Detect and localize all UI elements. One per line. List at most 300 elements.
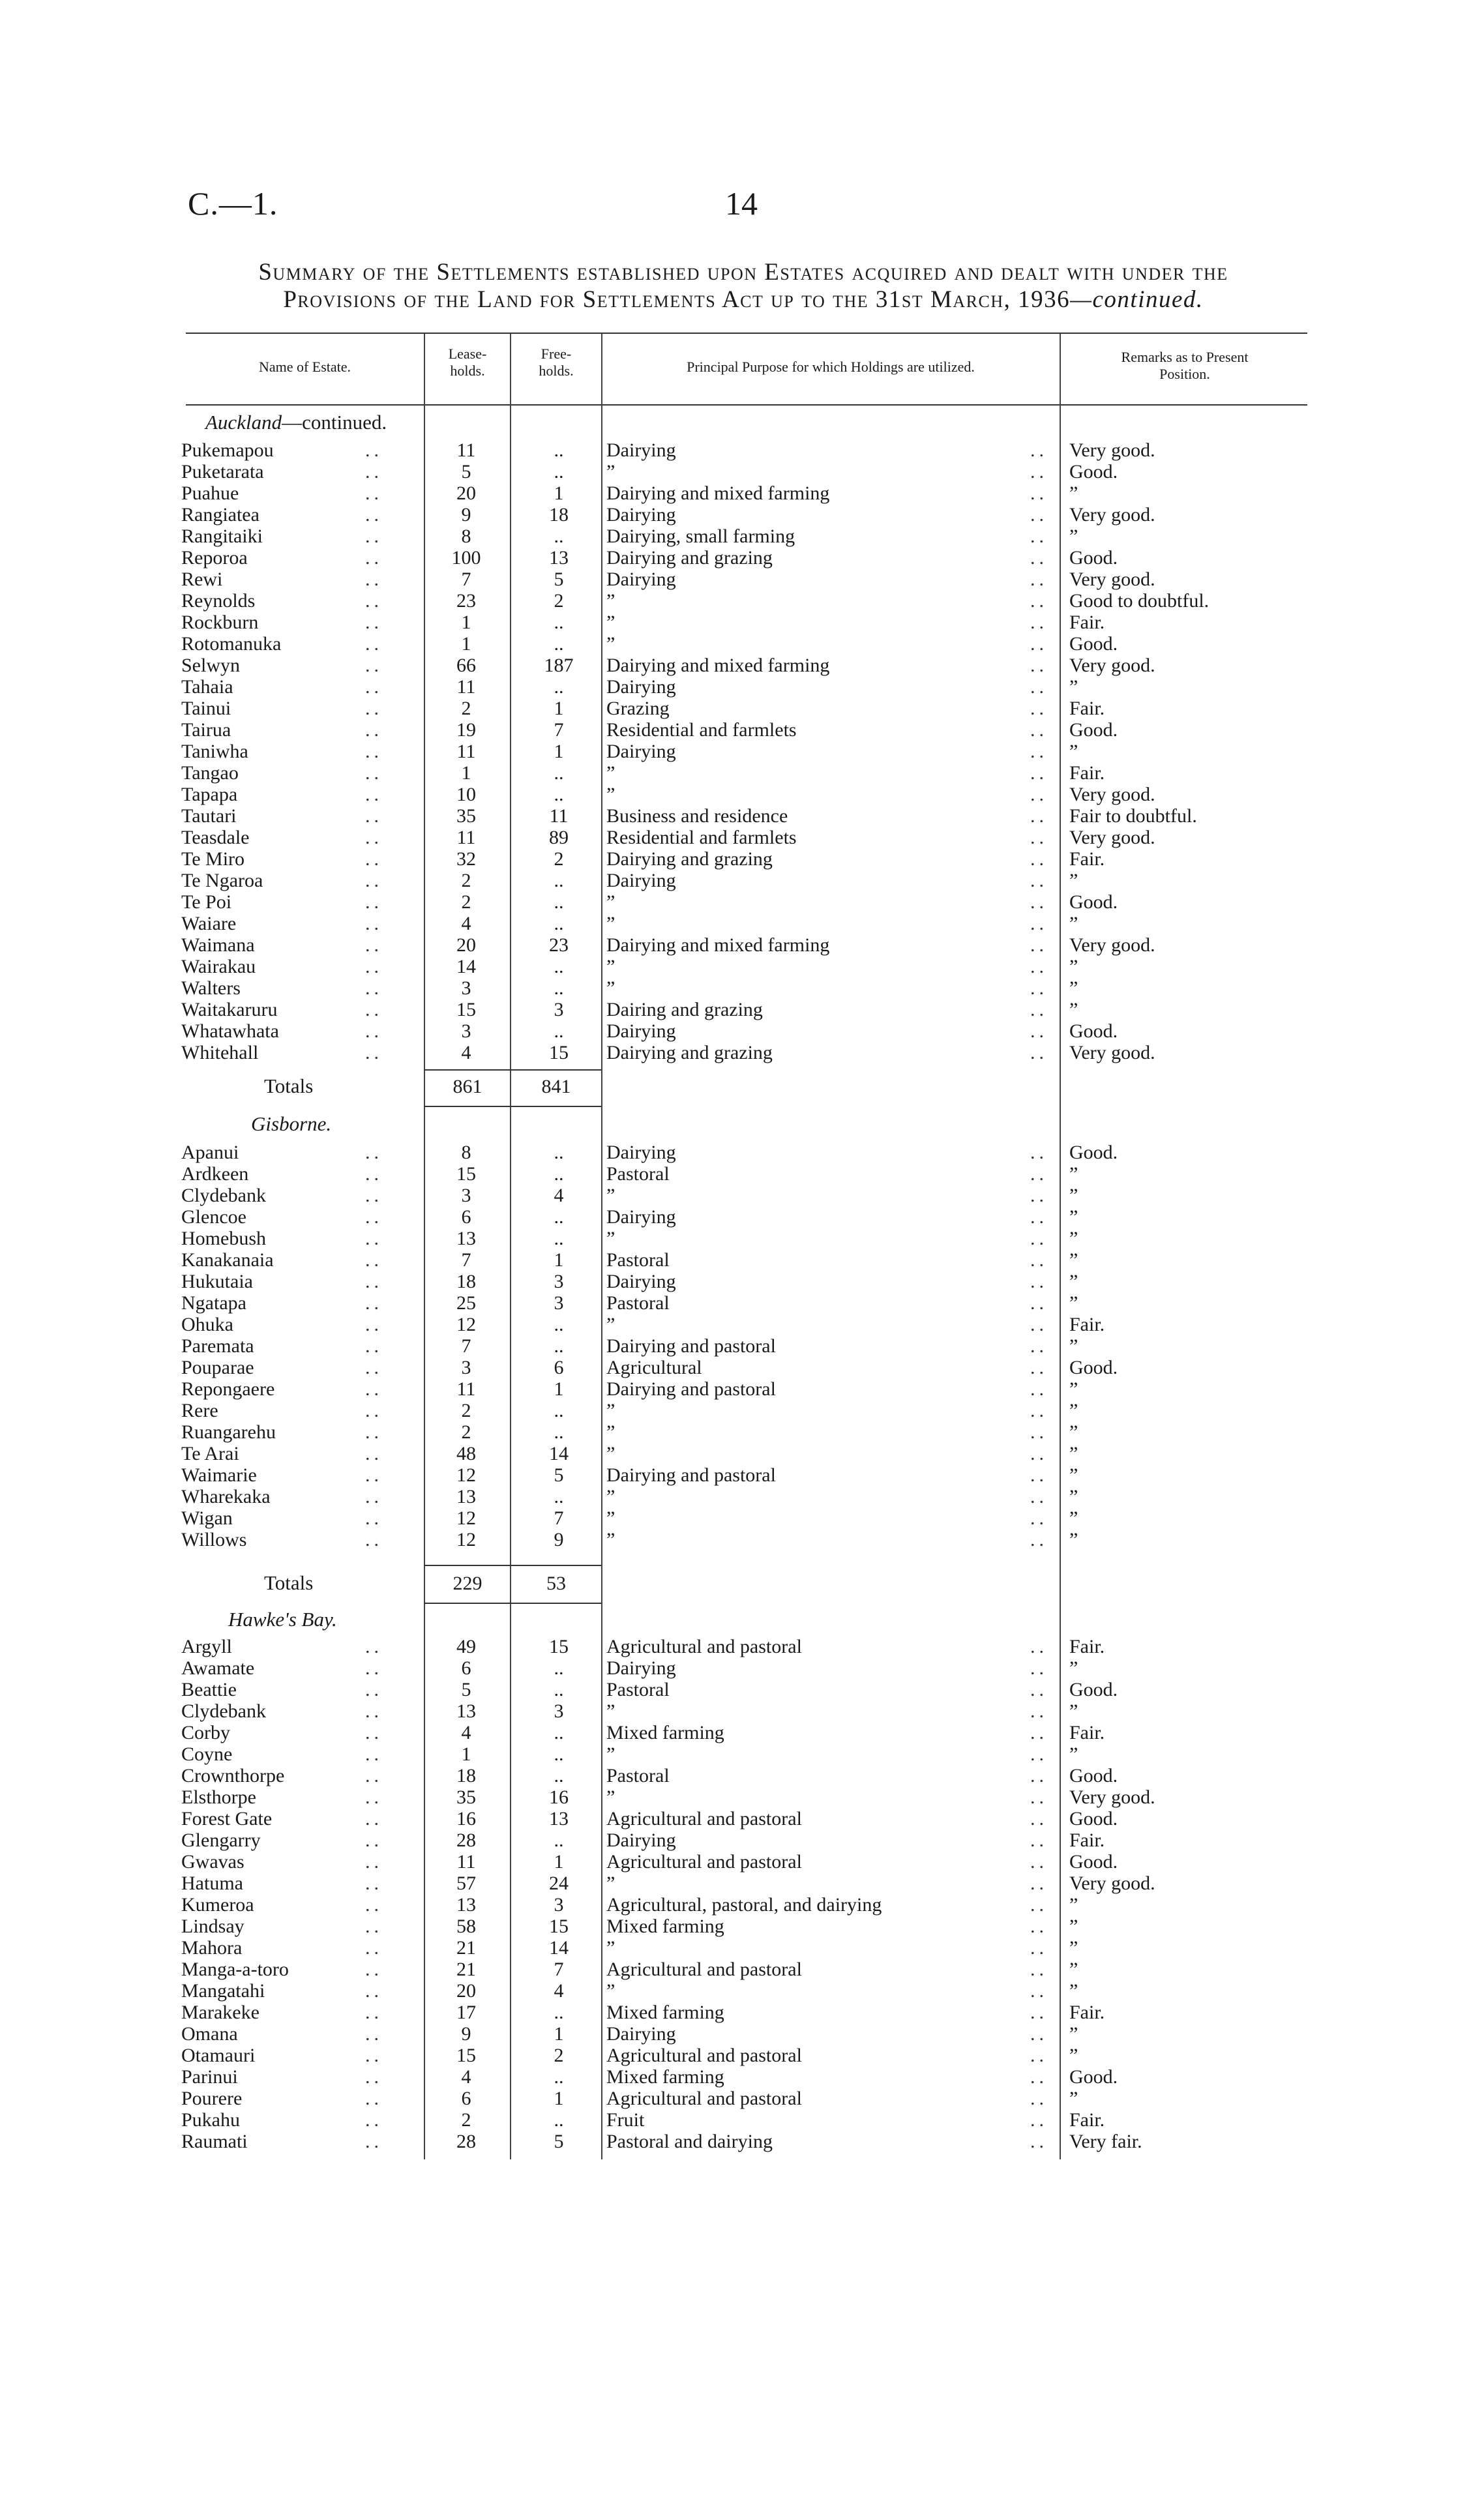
estate-name: Clydebank: [181, 1185, 266, 1206]
table-row: [0, 569, 1484, 590]
leader-dots: ..: [1030, 1378, 1048, 1400]
gisborne-totals-top-rule: [424, 1565, 601, 1566]
estate-name: Kumeroa: [181, 1894, 254, 1916]
estate-name: Te Miro: [181, 848, 245, 870]
freeholds-value: ..: [554, 1679, 564, 1700]
table-row: [0, 1043, 1484, 1063]
freeholds-value: 1: [554, 1378, 564, 1400]
freeholds-value: ..: [554, 439, 564, 461]
freeholds-value: 14: [549, 1937, 569, 1959]
leader-dots: ..: [365, 1916, 383, 1937]
estate-name: Tairua: [181, 719, 231, 741]
estate-name: Raumati: [181, 2131, 248, 2152]
leaseholds-value: 13: [456, 1228, 476, 1249]
section-title-gisborne: Gisborne.: [251, 1112, 332, 1135]
table-row: [0, 1400, 1484, 1421]
leader-dots: ..: [365, 848, 383, 870]
estate-name: Pukemapou: [181, 439, 274, 461]
freeholds-value: 3: [554, 1894, 564, 1916]
remark-value: Good.: [1069, 633, 1118, 655]
leader-dots: ..: [365, 1142, 383, 1163]
leader-dots: ..: [1030, 1873, 1048, 1894]
leader-dots: ..: [1030, 1486, 1048, 1507]
remark-value: Good to doubtful.: [1069, 590, 1209, 612]
leader-dots: ..: [365, 633, 383, 655]
leader-dots: ..: [365, 1400, 383, 1421]
leader-dots: ..: [1030, 1529, 1048, 1550]
estate-name: Mahora: [181, 1937, 243, 1959]
leaseholds-value: 11: [456, 741, 476, 762]
leader-dots: ..: [1030, 1980, 1048, 2002]
table-row: [0, 1508, 1484, 1529]
leaseholds-value: 49: [456, 1636, 476, 1657]
purpose-value: Agricultural: [606, 1357, 702, 1378]
purpose-value: ”: [606, 762, 616, 784]
remark-value: Very good.: [1069, 827, 1155, 848]
remark-value: Fair.: [1069, 1722, 1105, 1743]
leader-dots: ..: [365, 1206, 383, 1228]
freeholds-value: 3: [554, 1700, 564, 1722]
purpose-value: Business and residence: [606, 805, 788, 827]
leaseholds-value: 3: [461, 1357, 471, 1378]
leaseholds-value: 4: [461, 1722, 471, 1743]
freeholds-value: ..: [554, 2066, 564, 2088]
purpose-value: Dairying: [606, 676, 676, 698]
leaseholds-value: 21: [456, 1937, 476, 1959]
estate-name: Omana: [181, 2023, 238, 2045]
remark-value: Fair.: [1069, 2109, 1105, 2131]
leader-dots: ..: [1030, 526, 1048, 547]
remark-value: Fair.: [1069, 2002, 1105, 2023]
table-row: [0, 1787, 1484, 1808]
table-row: [0, 1895, 1484, 1916]
estate-name: Puahue: [181, 482, 239, 504]
table-row: [0, 1680, 1484, 1700]
estate-name: Tautari: [181, 805, 237, 827]
leaseholds-value: 1: [461, 633, 471, 655]
freeholds-value: 1: [554, 2023, 564, 2045]
table-row: [0, 1271, 1484, 1292]
remark-value: ”: [1069, 1529, 1078, 1550]
purpose-value: Dairying and grazing: [606, 547, 773, 569]
purpose-value: ”: [606, 590, 616, 612]
estate-name: Hatuma: [181, 1873, 243, 1894]
leaseholds-value: 20: [456, 1980, 476, 2002]
table-row: [0, 440, 1484, 461]
leader-dots: ..: [365, 1959, 383, 1980]
purpose-value: Dairying: [606, 741, 676, 762]
purpose-value: ”: [606, 1873, 616, 1894]
freeholds-value: ..: [554, 1020, 564, 1042]
leaseholds-value: 32: [456, 848, 476, 870]
leaseholds-value: 2: [461, 1400, 471, 1421]
table-row: [0, 849, 1484, 870]
leader-dots: ..: [365, 1937, 383, 1959]
leader-dots: ..: [1030, 891, 1048, 913]
purpose-value: Dairying and pastoral: [606, 1335, 776, 1357]
leader-dots: ..: [365, 569, 383, 590]
purpose-value: Pastoral: [606, 1163, 670, 1185]
purpose-value: Dairying: [606, 504, 676, 526]
table-row: [0, 462, 1484, 482]
leaseholds-value: 12: [456, 1507, 476, 1529]
col-head-name: Name of Estate.: [258, 359, 351, 375]
table-row: [0, 1228, 1484, 1249]
estate-name: Argyll: [181, 1636, 232, 1657]
purpose-value: ”: [606, 891, 616, 913]
leader-dots: ..: [1030, 1421, 1048, 1443]
gisborne-totals-label: Totals: [264, 1571, 314, 1594]
leader-dots: ..: [365, 784, 383, 805]
leader-dots: ..: [1030, 439, 1048, 461]
table-row: [0, 870, 1484, 891]
freeholds-value: ..: [554, 762, 564, 784]
estate-name: Hukutaia: [181, 1271, 253, 1292]
freeholds-value: 2: [554, 2045, 564, 2066]
freeholds-value: ..: [554, 956, 564, 977]
remark-value: ”: [1069, 1292, 1078, 1314]
remark-value: ”: [1069, 1937, 1078, 1959]
table-row: [0, 956, 1484, 977]
leaseholds-value: 66: [456, 655, 476, 676]
purpose-value: ”: [606, 1421, 616, 1443]
leader-dots: ..: [1030, 590, 1048, 612]
leader-dots: ..: [365, 719, 383, 741]
auckland-totals-label: Totals: [264, 1074, 314, 1097]
estate-name: Reynolds: [181, 590, 256, 612]
freeholds-value: 14: [549, 1443, 569, 1464]
freeholds-value: 5: [554, 2131, 564, 2152]
purpose-value: Agricultural and pastoral: [606, 1959, 802, 1980]
leader-dots: ..: [365, 482, 383, 504]
leader-dots: ..: [1030, 848, 1048, 870]
leaseholds-value: 18: [456, 1765, 476, 1786]
gisborne-total-leaseholds: 229: [453, 1573, 482, 1594]
leader-dots: ..: [1030, 934, 1048, 956]
purpose-value: ”: [606, 1980, 616, 2002]
purpose-value: ”: [606, 633, 616, 655]
leader-dots: ..: [1030, 719, 1048, 741]
leader-dots: ..: [365, 1700, 383, 1722]
leaseholds-value: 3: [461, 977, 471, 999]
freeholds-value: ..: [554, 1400, 564, 1421]
table-row: [0, 1293, 1484, 1314]
leader-dots: ..: [1030, 1722, 1048, 1743]
leaseholds-value: 20: [456, 934, 476, 956]
table-row: [0, 1357, 1484, 1378]
estate-name: Glengarry: [181, 1829, 261, 1851]
leader-dots: ..: [365, 1722, 383, 1743]
remark-value: Fair.: [1069, 848, 1105, 870]
leader-dots: ..: [365, 1163, 383, 1185]
remark-value: ”: [1069, 482, 1078, 504]
purpose-value: Dairing and grazing: [606, 999, 763, 1020]
estate-name: Homebush: [181, 1228, 266, 1249]
table-row: [0, 1658, 1484, 1679]
leader-dots: ..: [1030, 547, 1048, 569]
leaseholds-value: 3: [461, 1185, 471, 1206]
leader-dots: ..: [365, 1980, 383, 2002]
leader-dots: ..: [365, 676, 383, 698]
remark-value: Very good.: [1069, 504, 1155, 526]
leaseholds-value: 19: [456, 719, 476, 741]
leader-dots: ..: [1030, 1185, 1048, 1206]
leader-dots: ..: [1030, 913, 1048, 934]
leader-dots: ..: [1030, 2109, 1048, 2131]
remark-value: Good.: [1069, 1020, 1118, 1042]
table-row: [0, 505, 1484, 526]
purpose-value: ”: [606, 1314, 616, 1335]
purpose-value: Dairying: [606, 1142, 676, 1163]
leader-dots: ..: [365, 805, 383, 827]
leader-dots: ..: [365, 1786, 383, 1808]
remark-value: ”: [1069, 526, 1078, 547]
freeholds-value: ..: [554, 1163, 564, 1185]
leader-dots: ..: [1030, 1937, 1048, 1959]
remark-value: ”: [1069, 999, 1078, 1020]
table-row: [0, 2067, 1484, 2088]
estate-name: Wairakau: [181, 956, 256, 977]
leader-dots: ..: [1030, 482, 1048, 504]
leaseholds-value: 15: [456, 1163, 476, 1185]
remark-value: ”: [1069, 676, 1078, 698]
estate-name: Ohuka: [181, 1314, 233, 1335]
leader-dots: ..: [365, 913, 383, 934]
leader-dots: ..: [1030, 612, 1048, 633]
leaseholds-value: 5: [461, 1679, 471, 1700]
freeholds-value: 9: [554, 1529, 564, 1550]
leader-dots: ..: [1030, 1657, 1048, 1679]
estate-name: Parinui: [181, 2066, 238, 2088]
remark-value: Good.: [1069, 891, 1118, 913]
purpose-value: Dairying: [606, 870, 676, 891]
leaseholds-value: 11: [456, 1851, 476, 1873]
table-row: [0, 1336, 1484, 1357]
purpose-value: ”: [606, 1228, 616, 1249]
section-title-auckland: Auckland—continued.: [205, 411, 387, 434]
table-row: [0, 720, 1484, 741]
purpose-value: ”: [606, 1400, 616, 1421]
freeholds-value: 15: [549, 1042, 569, 1063]
freeholds-value: ..: [554, 913, 564, 934]
purpose-value: Dairying and pastoral: [606, 1464, 776, 1486]
leader-dots: ..: [1030, 655, 1048, 676]
leaseholds-value: 6: [461, 2088, 471, 2109]
freeholds-value: ..: [554, 870, 564, 891]
leader-dots: ..: [1030, 1808, 1048, 1829]
leader-dots: ..: [365, 461, 383, 482]
leader-dots: ..: [365, 547, 383, 569]
gisborne-totals-bottom-rule: [424, 1603, 601, 1604]
leader-dots: ..: [1030, 2088, 1048, 2109]
estate-name: Tapapa: [181, 784, 238, 805]
leader-dots: ..: [1030, 1142, 1048, 1163]
purpose-value: Pastoral: [606, 1249, 670, 1271]
remark-value: ”: [1069, 1249, 1078, 1271]
leaseholds-value: 35: [456, 805, 476, 827]
purpose-value: ”: [606, 1486, 616, 1507]
remark-value: ”: [1069, 2023, 1078, 2045]
table-row: [0, 1000, 1484, 1020]
leader-dots: ..: [365, 2023, 383, 2045]
leader-dots: ..: [1030, 2023, 1048, 2045]
leader-dots: ..: [365, 1020, 383, 1042]
leader-dots: ..: [365, 870, 383, 891]
leader-dots: ..: [365, 655, 383, 676]
leaseholds-value: 9: [461, 2023, 471, 2045]
estate-name: Rotomanuka: [181, 633, 282, 655]
purpose-value: ”: [606, 913, 616, 934]
purpose-value: Dairying and grazing: [606, 848, 773, 870]
remark-value: Very good.: [1069, 934, 1155, 956]
leader-dots: ..: [365, 977, 383, 999]
purpose-value: Dairying: [606, 439, 676, 461]
remark-value: ”: [1069, 2045, 1078, 2066]
estate-name: Wigan: [181, 1507, 233, 1529]
leader-dots: ..: [365, 891, 383, 913]
estate-name: Selwyn: [181, 655, 240, 676]
leader-dots: ..: [1030, 1464, 1048, 1486]
table-row: [0, 1444, 1484, 1464]
freeholds-value: 1: [554, 741, 564, 762]
leaseholds-value: 16: [456, 1808, 476, 1829]
purpose-value: ”: [606, 461, 616, 482]
table-row: [0, 935, 1484, 956]
freeholds-value: 1: [554, 1851, 564, 1873]
leader-dots: ..: [1030, 870, 1048, 891]
leader-dots: ..: [1030, 1786, 1048, 1808]
freeholds-value: 15: [549, 1636, 569, 1657]
leader-dots: ..: [365, 2066, 383, 2088]
estate-name: Willows: [181, 1529, 247, 1550]
leaseholds-value: 28: [456, 2131, 476, 2152]
table-title-line-2: Provisions of the Land for Settlements Act up to the 31st March, 1936—continued.: [283, 286, 1204, 313]
leaseholds-value: 23: [456, 590, 476, 612]
estate-name: Waiare: [181, 913, 237, 934]
freeholds-value: ..: [554, 633, 564, 655]
table-row: [0, 1314, 1484, 1335]
remark-value: ”: [1069, 1507, 1078, 1529]
table-row: [0, 806, 1484, 827]
leader-dots: ..: [1030, 956, 1048, 977]
leaseholds-value: 8: [461, 1142, 471, 1163]
freeholds-value: ..: [554, 676, 564, 698]
purpose-value: ”: [606, 1937, 616, 1959]
remark-value: ”: [1069, 1421, 1078, 1443]
freeholds-value: 89: [549, 827, 569, 848]
freeholds-value: 3: [554, 1271, 564, 1292]
leaseholds-value: 4: [461, 1042, 471, 1063]
remark-value: ”: [1069, 1335, 1078, 1357]
leaseholds-value: 21: [456, 1959, 476, 1980]
leader-dots: ..: [365, 1335, 383, 1357]
estate-name: Crownthorpe: [181, 1765, 285, 1786]
remark-value: ”: [1069, 1163, 1078, 1185]
leader-dots: ..: [1030, 784, 1048, 805]
estate-name: Manga-a-toro: [181, 1959, 289, 1980]
freeholds-value: ..: [554, 2109, 564, 2131]
remark-value: ”: [1069, 1400, 1078, 1421]
freeholds-value: 4: [554, 1185, 564, 1206]
leader-dots: ..: [365, 1042, 383, 1063]
leader-dots: ..: [365, 1378, 383, 1400]
estate-name: Corby: [181, 1722, 230, 1743]
leader-dots: ..: [365, 1486, 383, 1507]
leader-dots: ..: [1030, 1163, 1048, 1185]
remark-value: Fair.: [1069, 1636, 1105, 1657]
purpose-value: Agricultural and pastoral: [606, 2088, 802, 2109]
remark-value: ”: [1069, 1980, 1078, 2002]
remark-value: Good.: [1069, 1765, 1118, 1786]
leader-dots: ..: [365, 1464, 383, 1486]
leaseholds-value: 48: [456, 1443, 476, 1464]
table-row: [0, 2088, 1484, 2109]
leader-dots: ..: [365, 1873, 383, 1894]
remark-value: Good.: [1069, 1851, 1118, 1873]
leader-dots: ..: [1030, 504, 1048, 526]
leader-dots: ..: [1030, 1443, 1048, 1464]
estate-name: Taniwha: [181, 741, 248, 762]
leader-dots: ..: [1030, 1228, 1048, 1249]
leader-dots: ..: [365, 1894, 383, 1916]
leaseholds-value: 4: [461, 2066, 471, 2088]
leaseholds-value: 15: [456, 2045, 476, 2066]
leader-dots: ..: [1030, 2131, 1048, 2152]
leaseholds-value: 6: [461, 1657, 471, 1679]
purpose-value: Residential and farmlets: [606, 719, 797, 741]
freeholds-value: ..: [554, 1228, 564, 1249]
estate-name: Lindsay: [181, 1916, 245, 1937]
purpose-value: Mixed farming: [606, 2002, 724, 2023]
freeholds-value: 24: [549, 1873, 569, 1894]
leader-dots: ..: [365, 1829, 383, 1851]
freeholds-value: 5: [554, 569, 564, 590]
leader-dots: ..: [365, 439, 383, 461]
estate-name: Pukahu: [181, 2109, 240, 2131]
remark-value: Very good.: [1069, 1786, 1155, 1808]
purpose-value: Agricultural, pastoral, and dairying: [606, 1894, 882, 1916]
estate-name: Tainui: [181, 698, 231, 719]
leaseholds-value: 10: [456, 784, 476, 805]
estate-name: Te Ngaroa: [181, 870, 263, 891]
freeholds-value: 6: [554, 1357, 564, 1378]
leaseholds-value: 12: [456, 1314, 476, 1335]
purpose-value: Dairying, small farming: [606, 526, 795, 547]
remark-value: Fair.: [1069, 1314, 1105, 1335]
leaseholds-value: 17: [456, 2002, 476, 2023]
leaseholds-value: 9: [461, 504, 471, 526]
remark-value: ”: [1069, 741, 1078, 762]
estate-name: Rangitaiki: [181, 526, 263, 547]
purpose-value: Mixed farming: [606, 2066, 724, 2088]
remark-value: Fair.: [1069, 612, 1105, 633]
estate-name: Te Arai: [181, 1443, 239, 1464]
leaseholds-value: 18: [456, 1271, 476, 1292]
auckland-total-leaseholds: 861: [453, 1076, 482, 1097]
remark-value: ”: [1069, 913, 1078, 934]
remark-value: Good.: [1069, 461, 1118, 482]
remark-value: ”: [1069, 1378, 1078, 1400]
purpose-value: ”: [606, 784, 616, 805]
freeholds-value: 1: [554, 2088, 564, 2109]
freeholds-value: ..: [554, 612, 564, 633]
leaseholds-value: 11: [456, 676, 476, 698]
freeholds-value: ..: [554, 1829, 564, 1851]
table-row: [0, 2002, 1484, 2023]
purpose-value: ”: [606, 956, 616, 977]
auckland-totals-bottom-rule: [424, 1106, 601, 1107]
leaseholds-value: 1: [461, 762, 471, 784]
